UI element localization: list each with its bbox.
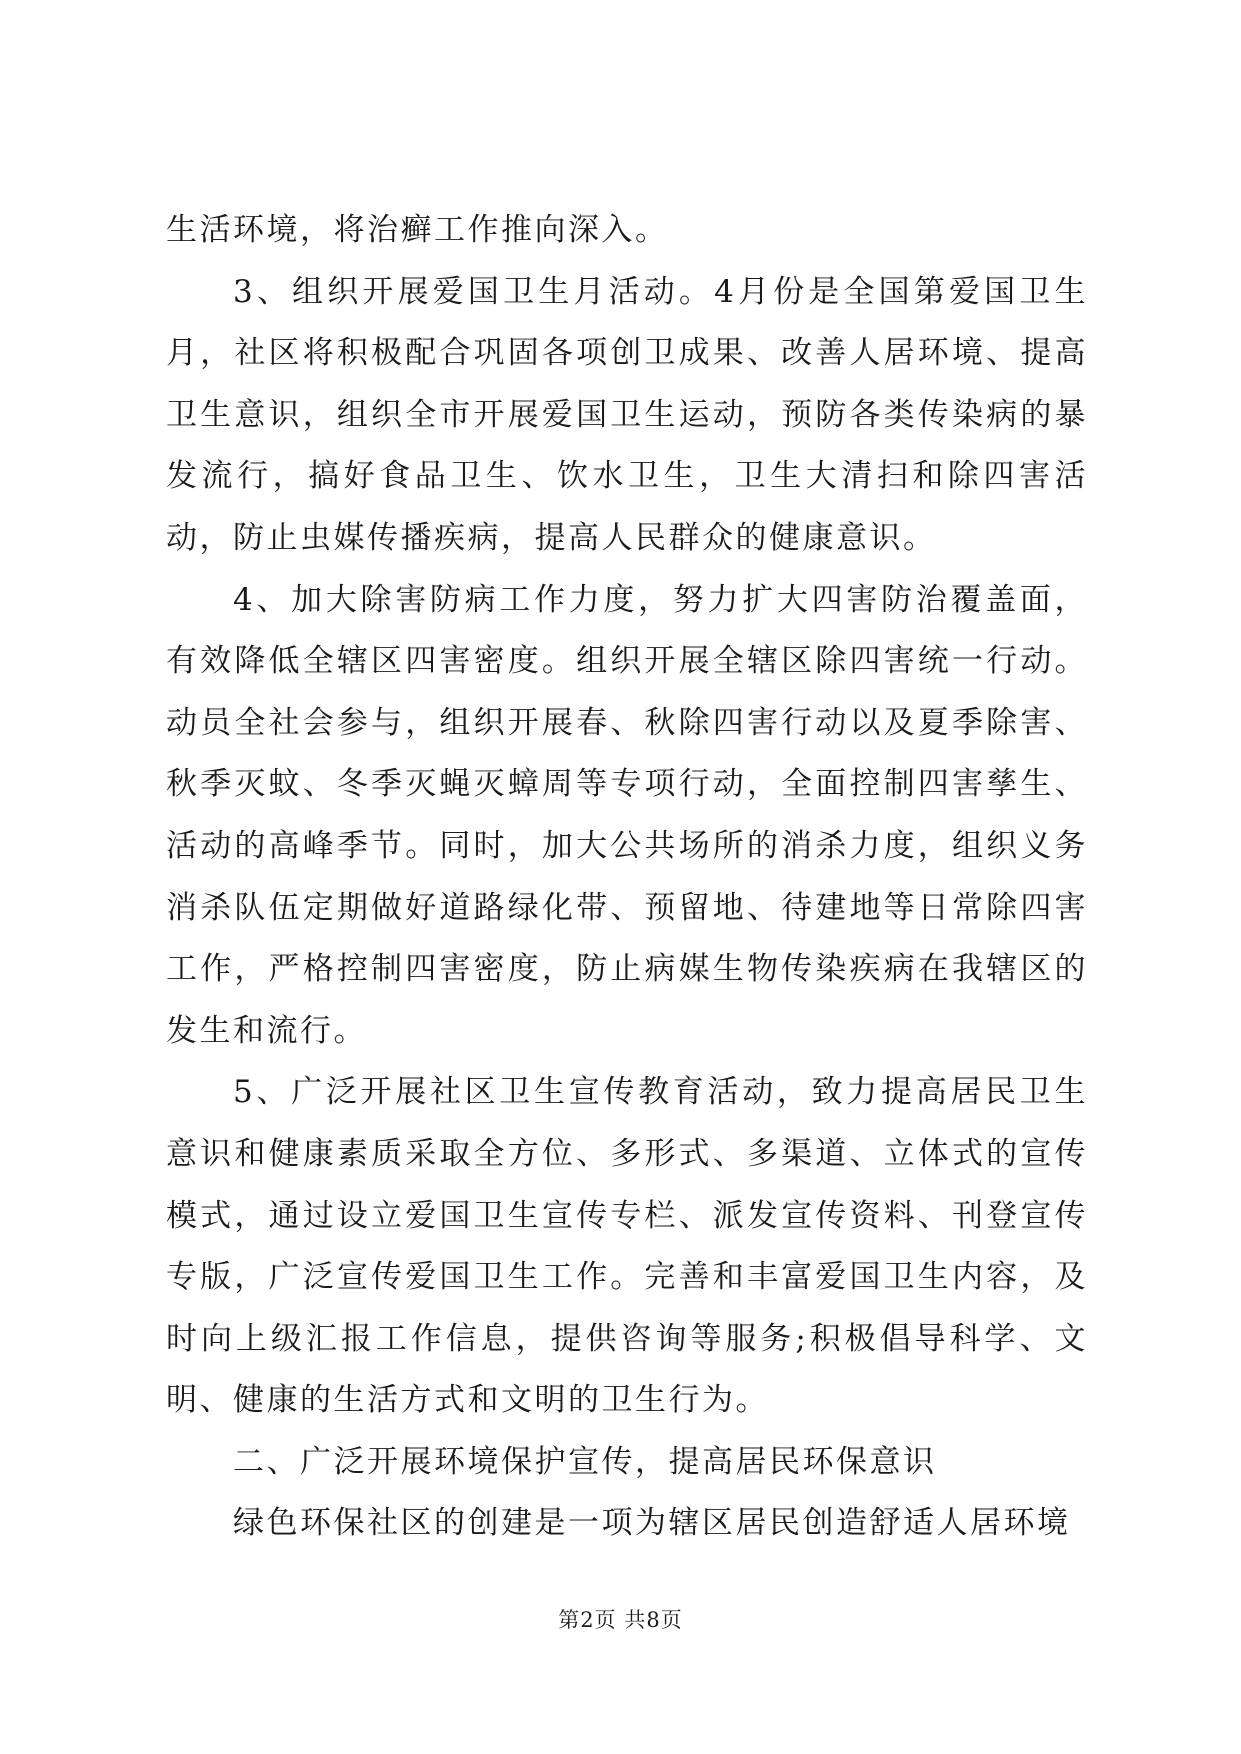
paragraph-section-2: 绿色环保社区的创建是一项为辖区居民创造舒适人居环境 [233,1505,1071,1542]
page-number-footer: 第2页 共8页 [558,1608,683,1632]
document-body [166,200,1088,1555]
section-heading: 二、广泛开展环境保护宣传，提高居民环保意识 [233,1443,937,1480]
paragraph-item-5: 5、广泛开展社区卫生宣传教育活动，致力提高居民卫生意识和健康素质采取全方位、多形式、多渠道、立体式的宣传模式，通过设立爱国卫生宣传专栏、派发宣传资料、刊登宣传专版，广泛宣传爱国卫生工作。完善和丰富爱国卫生内容，及时向上级汇报工作信息，提供咨询等服务;积极倡导科学、文明、健康的生活方式和文明的卫生行为。 [166,1074,1088,1419]
paragraph-continuation: 生活环境，将治癣工作推向深入。 [166,212,669,248]
paragraph-item-4: 4、加大除害防病工作力度，努力扩大四害防治覆盖面，有效降低全辖区四害密度。组织开展全辖区除四害统一行动。动员全社会参与，组织开展春、秋除四害行动以及夏季除害、秋季灭蚊、冬季灭蝇灭蟑周等专项行动，全面控制四害孳生、活动的高峰季节。同时，加大公共场所的消杀力度，组织义务消杀队伍定期做好道路绿化带、预留地、待建地等日常除四害工作，严格控制四害密度，防止病媒生物传染疾病在我辖区的发生和流行。 [166,581,1088,1049]
paragraph-item-3: 3、组织开展爱国卫生月活动。4月份是全国第爱国卫生月，社区将积极配合巩固各项创卫成果、改善人居环境、提高卫生意识，组织全市开展爱国卫生运动，预防各类传染病的暴发流行，搞好食品卫生、饮水卫生，卫生大清扫和除四害活动，防止虫媒传播疾病，提高人民群众的健康意识。 [166,273,1088,556]
